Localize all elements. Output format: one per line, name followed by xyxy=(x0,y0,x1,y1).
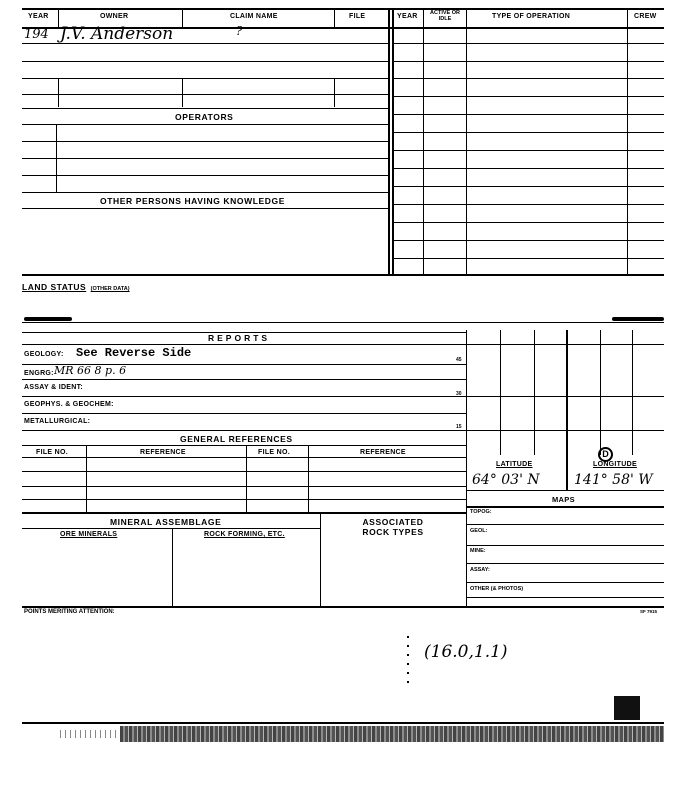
maps-assay: ASSAY: xyxy=(470,567,490,573)
reports-title: REPORTS xyxy=(208,333,271,343)
header-active-idle: ACTIVE OR IDLE xyxy=(430,10,460,22)
latitude-label: LATITUDE xyxy=(496,461,533,468)
coordinates-note: (16.0,1.1) xyxy=(424,642,508,662)
header-file: FILE xyxy=(349,13,366,20)
latitude-value: 64° 03' N xyxy=(472,472,540,488)
circled-marker: D xyxy=(598,447,613,462)
assay-ident-label: ASSAY & IDENT: xyxy=(24,384,84,391)
scan-noise-band xyxy=(120,726,664,742)
ore-minerals-label: ORE MINERALS xyxy=(60,531,118,538)
metallurgical-label: METALLURGICAL: xyxy=(24,418,91,425)
geology-value: See Reverse Side xyxy=(76,346,192,360)
points-meriting-attention: POINTS MERITING ATTENTION: xyxy=(24,609,115,615)
header-year: YEAR xyxy=(28,13,49,20)
maps-title: MAPS xyxy=(552,495,575,504)
maps-other: OTHER (& PHOTOS) xyxy=(470,586,524,592)
ref-file-no-2: FILE NO. xyxy=(258,449,290,456)
maps-topog: TOPOG: xyxy=(470,509,492,515)
maps-geol: GEOL: xyxy=(470,528,488,534)
entry-owner: J.V. Anderson xyxy=(60,24,174,44)
maps-mine: MINE: xyxy=(470,548,486,554)
header-claim-name: CLAIM NAME xyxy=(230,13,278,20)
mineral-assemblage-title: MINERAL ASSEMBLAGE xyxy=(110,517,222,527)
longitude-label: LONGITUDE xyxy=(593,461,637,468)
other-persons-title: OTHER PERSONS HAVING KNOWLEDGE xyxy=(100,196,286,206)
longitude-value: 141° 58' W xyxy=(574,472,653,488)
header-type-of-operation: TYPE OF OPERATION xyxy=(492,13,571,20)
ref-file-no-1: FILE NO. xyxy=(36,449,68,456)
header-year2: YEAR xyxy=(397,13,418,20)
header-owner: OWNER xyxy=(100,13,129,20)
rock-forming-label: ROCK FORMING, ETC. xyxy=(204,531,285,538)
engrg-label: ENGRG: xyxy=(24,370,54,377)
associated-rock-types-title: ASSOCIATED ROCK TYPES xyxy=(362,517,424,537)
land-status: LAND STATUS (OTHER DATA) xyxy=(22,282,130,292)
dotted-marks xyxy=(407,636,409,686)
entry-year: 194 xyxy=(24,27,49,42)
ref-reference-2: REFERENCE xyxy=(360,449,406,456)
general-references-title: GENERAL REFERENCES xyxy=(180,434,293,444)
geophys-label: GEOPHYS. & GEOCHEM: xyxy=(24,401,114,408)
geology-label: GEOLOGY: xyxy=(24,351,64,358)
entry-claim: ? xyxy=(236,24,243,38)
black-square xyxy=(614,696,640,720)
header-crew: CREW xyxy=(634,13,657,20)
engrg-value: MR 66 8 p. 6 xyxy=(54,364,127,377)
form-number: SF 7915 xyxy=(640,609,658,614)
operators-title: OPERATORS xyxy=(175,112,234,122)
ref-reference-1: REFERENCE xyxy=(140,449,186,456)
